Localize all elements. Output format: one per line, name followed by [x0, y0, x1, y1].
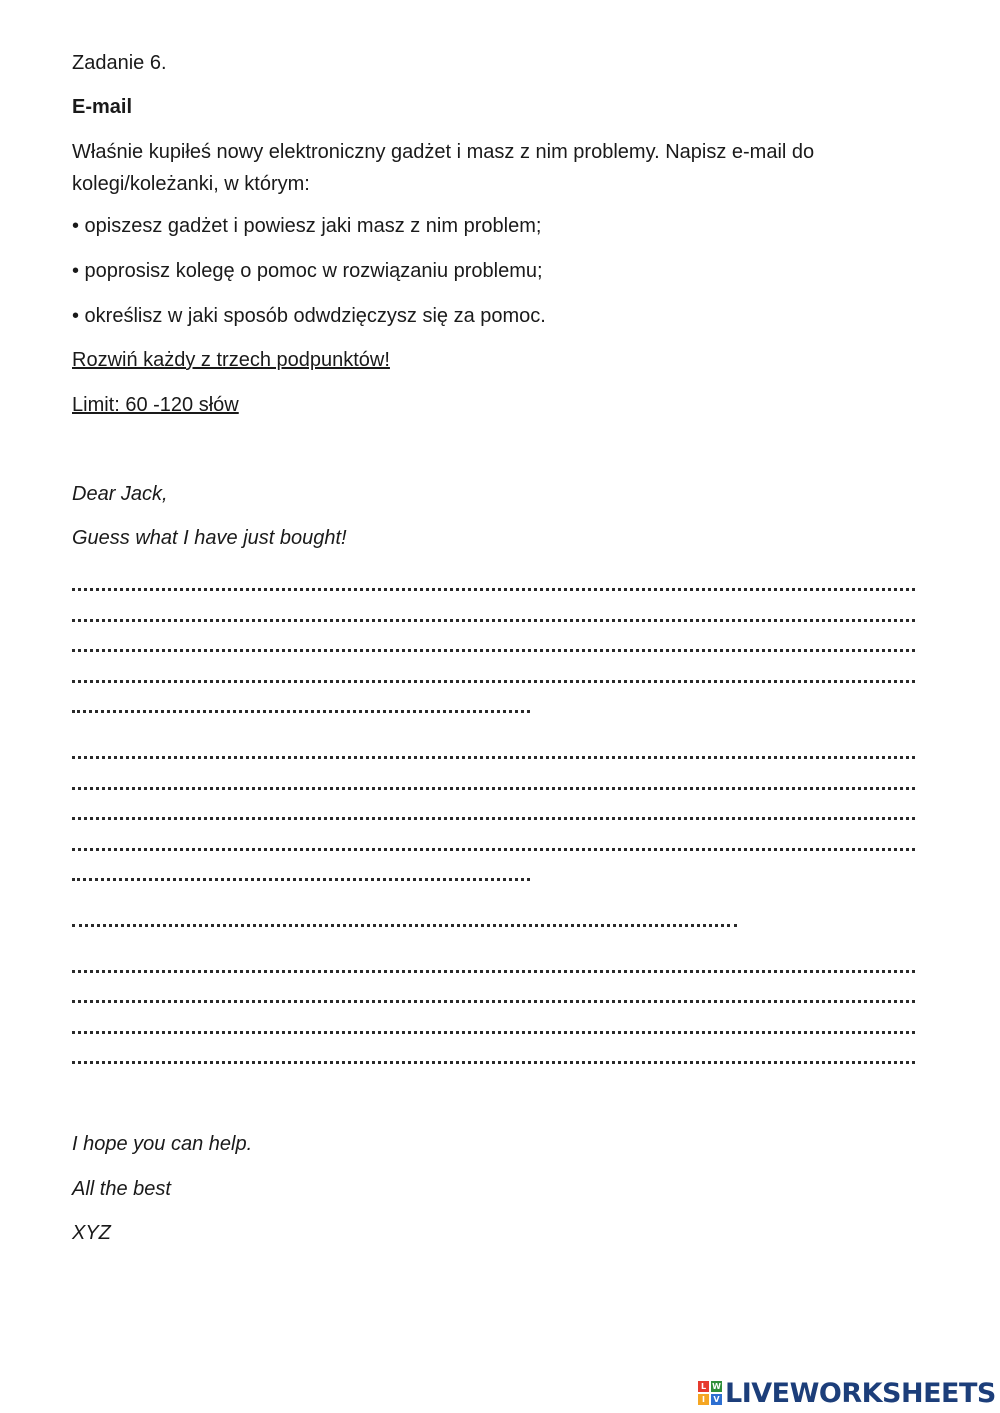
writing-line[interactable] — [72, 696, 530, 713]
writing-line[interactable] — [72, 1017, 915, 1034]
instruction-line-2: kolegi/koleżanki, w którym: — [72, 173, 310, 195]
letter-signoff: All the best — [72, 1178, 171, 1200]
logo-letter-tile: W — [712, 1382, 721, 1391]
task-title: E-mail — [72, 96, 133, 118]
writing-line[interactable] — [72, 956, 915, 973]
writing-line[interactable] — [72, 635, 915, 652]
writing-line[interactable] — [72, 910, 737, 927]
logo-letter-tile: V — [711, 1394, 722, 1405]
instruction-line-1: Właśnie kupiłeś nowy elektroniczny gadżet i masz z nim problemy. Napisz e-mail do — [72, 141, 815, 163]
writing-line[interactable] — [72, 834, 915, 851]
liveworksheets-logo — [698, 1378, 996, 1408]
bullet-ask-for-help: • poprosisz kolegę o pomoc w rozwiązaniu problemu; — [72, 260, 543, 282]
bullet-describe-gadget: • opiszesz gadżet i powiesz jaki masz z nim problem; — [72, 215, 542, 237]
logo-letter-tile: L — [698, 1381, 709, 1392]
brand-name: LIVEWORKSHEETS — [725, 1377, 996, 1409]
writing-line[interactable] — [72, 574, 915, 591]
writing-line[interactable] — [72, 773, 915, 790]
letter-opening: Guess what I have just bought! — [72, 527, 347, 549]
letter-signature: XYZ — [72, 1222, 111, 1244]
note-word-limit: Limit: 60 -120 słów — [72, 394, 239, 416]
writing-line[interactable] — [72, 1047, 915, 1064]
bullet-repay-help: • określisz w jaki sposób odwdzięczysz się za pomoc. — [72, 305, 546, 327]
letter-greeting: Dear Jack, — [72, 483, 168, 505]
logo-mark-icon — [698, 1381, 722, 1405]
letter-closing-line: I hope you can help. — [72, 1133, 253, 1155]
writing-line[interactable] — [72, 666, 915, 683]
writing-line[interactable] — [72, 803, 915, 820]
note-expand-points: Rozwiń każdy z trzech podpunktów! — [72, 349, 390, 371]
writing-line[interactable] — [72, 986, 915, 1003]
task-heading: Zadanie 6. — [72, 52, 167, 74]
logo-letter-tile: I — [698, 1394, 709, 1405]
writing-line[interactable] — [72, 742, 915, 759]
writing-line[interactable] — [72, 605, 915, 622]
writing-line[interactable] — [72, 864, 530, 881]
